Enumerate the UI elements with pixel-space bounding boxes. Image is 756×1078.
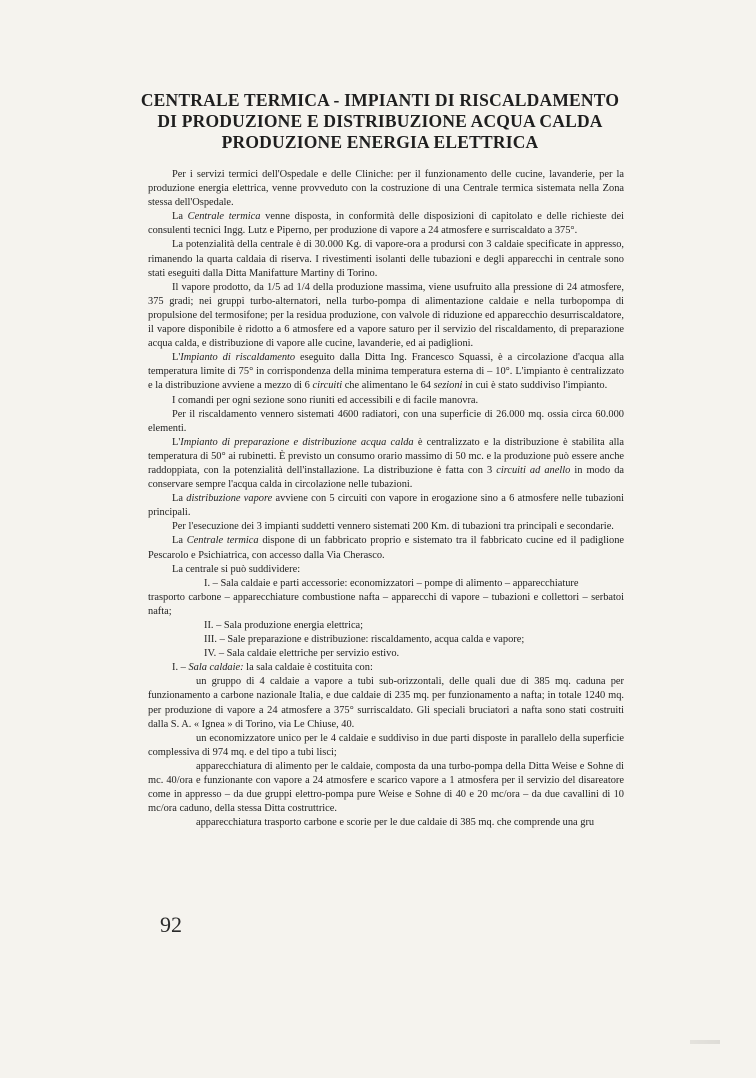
text-run: La: [172, 535, 187, 547]
title-line-3: PRODUZIONE ENERGIA ELETTRICA: [221, 132, 539, 152]
emphasis-text: Impianto di preparazione e distribuzione acqua calda: [180, 436, 414, 448]
paragraph-vapore: Il vapore prodotto, da 1/5 ad 1/4 della produzione massima, viene usufruito alla pressione di 24 atmosfere, 375 gradi; nei gruppi turbo-alternatori, nella turbo-pompa di alimentazione caldaie e nella turbopompa di propulsione del termosifone; per la residua produzione, con valvole di riduzione ed apparecchio desurriscaldatore, il vapore disponibile è ridotto a 6 atmosfere ed a vapore saturo per il servizio del riscaldamento, di preparazione acqua calda, e distribuzione di vapore alle cucine, lavanderie, ed ai padiglioni.: [148, 281, 624, 350]
title-line-1: CENTRALE TERMICA - IMPIANTI DI RISCALDAMENTO: [140, 90, 620, 110]
paragraph-potenzialita: La potenzialità della centrale è di 30.000 Kg. di vapore-ora a prodursi con 3 caldaie specificate in appresso, rimanendo la quarta caldaia di riserva. I rivestimenti isolanti delle tubazioni e degli apparecchi in centrale sono stati eseguiti dalla Ditta Manifatture Martiny di Torino.: [148, 239, 624, 279]
emphasis-text: Centrale termica: [187, 211, 261, 223]
text-run: venne disposta, in conformità delle disposizioni di capitolato e delle richieste dei consulenti tecnici Ingg. Lutz e Piperno, per produzione di vapore a 24 atmosfere e surriscaldato a 375°.: [148, 211, 625, 237]
paragraph-centrale: [148, 210, 624, 238]
list-item-1: I. – Sala caldaie e parti accessorie: economizzatori – pompe di alimento – apparecchiature: [204, 577, 579, 589]
list-item-1-continued: trasporto carbone – apparecchiature combustione nafta – apparecchi di vapore – tubazioni e collettori – serbatoi nafta;: [148, 591, 624, 617]
body-text: [148, 168, 624, 830]
text-run: L': [172, 436, 181, 448]
text-run: I. –: [172, 662, 189, 674]
paragraph-fabbricato: [148, 534, 624, 562]
paragraph-radiatori: Per il riscaldamento vennero sistemati 4600 radiatori, con una superficie di 26.000 mq. ossia circa 60.000 elementi.: [148, 408, 624, 434]
paragraph-caldaie: un gruppo di 4 caldaie a vapore a tubi sub-orizzontali, delle quali due di 385 mq. caduna per funzionamento a carbone nazionale Italia, e due caldaie di 235 mq. per funzionamento a nafta; in totale 1240 mq. per produzione di vapore a 24 atmosfere a 375° surriscaldato. Gli speciali bruciatori a nafta sono stati costruiti dalla S. A. « Ignea » di Torino, via Le Chiuse, 40.: [148, 676, 624, 730]
emphasis-text: sezioni: [433, 380, 463, 392]
paragraph-acqua-calda: [148, 436, 624, 492]
paragraph-sala-caldaie: [148, 661, 624, 675]
emphasis-text: distribuzione vapore: [186, 493, 273, 505]
text-run: avviene con 5 circuiti con vapore in erogazione sino a 6 atmosfere nelle tubazioni principali.: [148, 493, 624, 519]
text-run: è centralizzato e la distribuzione è stabilita alla temperatura di 50° ai rubinetti. È previsto un consumo orario massimo di 50 mc. e la produzione può essere anche raddoppiata, con la potenzialità dell'installazione. La distribuzione è fatta con 3: [148, 436, 624, 476]
paragraph-riscaldamento: [148, 351, 624, 393]
text-run: dispone di un fabbricato proprio e sistemato tra il fabbricato cucine ed il padiglione Pescarolo e Psichiatrica, con accesso dalla Via Cherasco.: [148, 535, 624, 561]
scan-mark: [690, 1040, 720, 1044]
text-run: la sala caldaie è costituita con:: [243, 662, 373, 674]
text-run: in cui è stato suddiviso l'impianto.: [462, 380, 608, 392]
paragraph-economizzatore: un economizzatore unico per le 4 caldaie e suddiviso in due parti disposte in parallelo della superficie complessiva di 974 mq. e del tipo a tubi lisci;: [148, 732, 624, 758]
emphasis-text: circuiti ad anello: [496, 464, 571, 476]
paragraph-distribuzione-vapore: [148, 492, 624, 520]
text-run: La: [172, 211, 188, 223]
paragraph-suddivisione: La centrale si può suddividere:: [172, 563, 301, 575]
text-run: L': [172, 352, 181, 364]
emphasis-text: Impianto di riscaldamento: [180, 352, 296, 364]
title-line-2: DI PRODUZIONE E DISTRIBUZIONE ACQUA CALDA: [157, 111, 603, 131]
emphasis-text: Sala caldaie:: [188, 662, 244, 674]
list-item-3: III. – Sale preparazione e distribuzione: riscaldamento, acqua calda e vapore;: [204, 634, 525, 646]
text-run: La: [172, 493, 187, 505]
paragraph-intro: Per i servizi termici dell'Ospedale e delle Cliniche: per il funzionamento delle cucine, lavanderie, per la produzione energia elettrica, venne provveduto con la costruzione di una Centrale termica sistemata nella Zona stessa dell'Ospedale.: [148, 169, 624, 209]
text-run: eseguito dalla Ditta Ing. Francesco Squassi, è a circolazione d'acqua alla temperatura limite di 75° in corrispondenza della minima temperatura esterna di – 10°. L'impianto è centralizzato e la distribuzione avviene a mezzo di 6: [148, 352, 625, 392]
emphasis-text: circuiti: [312, 380, 343, 392]
list-item-2: II. – Sala produzione energia elettrica;: [204, 620, 364, 631]
list-item-4: IV. – Sala caldaie elettriche per servizio estivo.: [204, 648, 400, 660]
emphasis-text: Centrale termica: [186, 535, 259, 547]
text-run: che alimentano le 64: [342, 380, 434, 392]
paragraph-trasporto-carbone: apparecchiatura trasporto carbone e scorie per le due caldaie di 385 mq. che comprende una gru: [196, 817, 595, 829]
paragraph-alimento: apparecchiatura di alimento per le caldaie, composta da una turbo-pompa della Ditta Weise e Sohne di mc. 40/ora e funzionante con vapore a 24 atmosfere e scarico vapore a 1 atmosfera per il servizio del disareatore come in appresso – da due gruppi elettro-pompa pure Weise e Sohne di 40 e 20 mc/ora – da due cavallini di 10 mc/ora caduno, della stessa Ditta costruttrice.: [148, 760, 624, 815]
paragraph-tubazioni: Per l'esecuzione dei 3 impianti suddetti vennero sistemati 200 Km. di tubazioni tra principali e secondarie.: [172, 521, 614, 533]
page-title: [110, 90, 650, 153]
text-run: in modo da conservare sempre l'acqua calda in circolazione nelle tubazioni.: [148, 464, 625, 491]
page-number: 92: [160, 912, 182, 937]
paragraph-comandi: I comandi per ogni sezione sono riuniti ed accessibili e di facile manovra.: [172, 394, 479, 406]
